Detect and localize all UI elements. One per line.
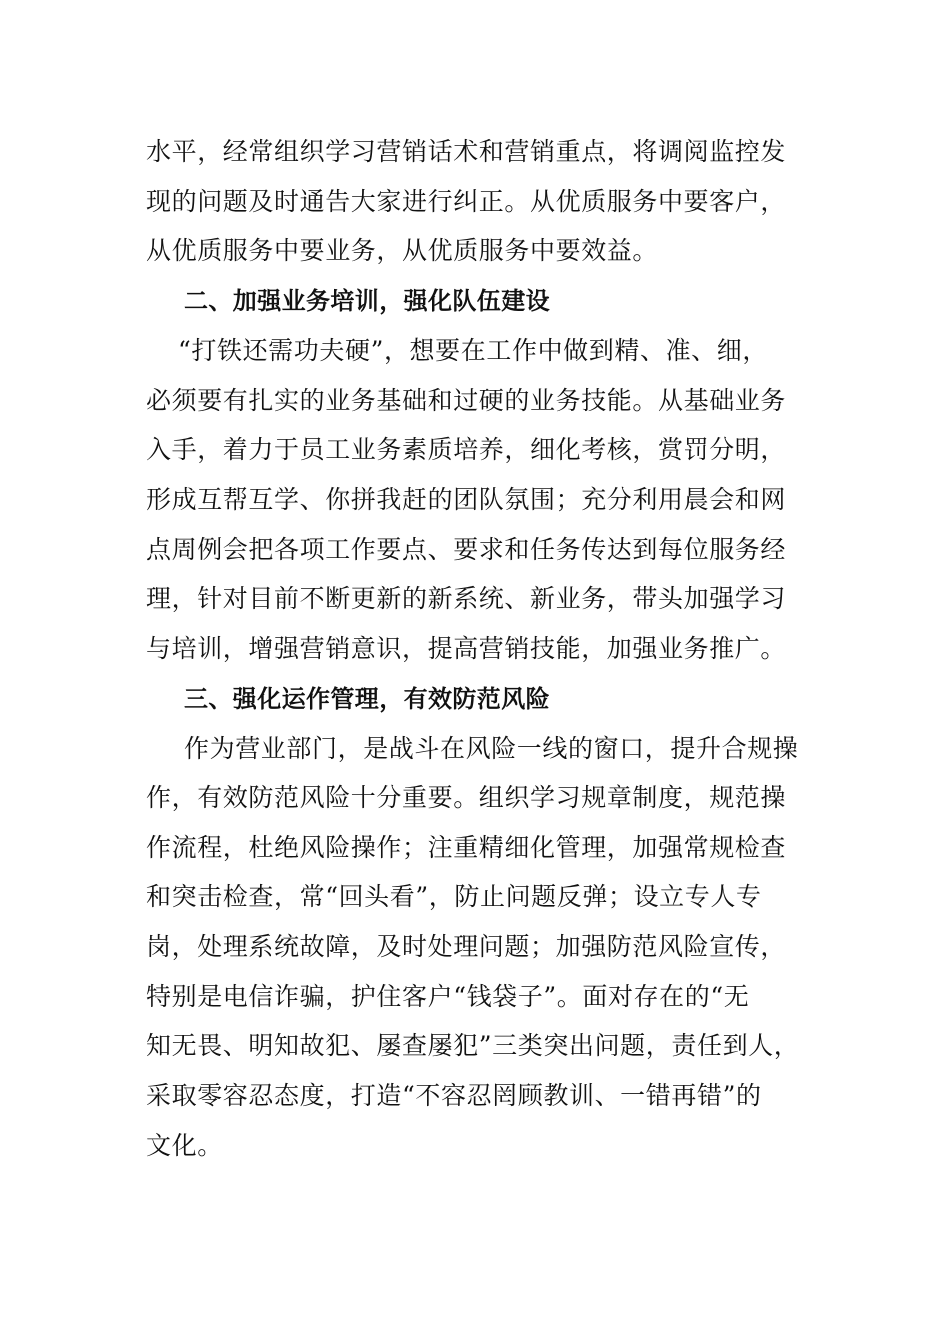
paragraph-line: 知无畏、明知故犯、屡查屡犯”三类突出问题，责任到人，: [146, 1031, 800, 1060]
paragraph-line: 形成互帮互学、你拼我赶的团队氛围；充分利用晨会和网: [146, 485, 787, 514]
paragraph-line: 作为营业部门，是战斗在风险一线的窗口，提升合规操: [184, 734, 799, 763]
paragraph-line: 点周例会把各项工作要点、要求和任务传达到每位服务经: [146, 535, 787, 564]
paragraph-line: 文化。: [146, 1131, 223, 1160]
paragraph-line: 特别是电信诈骗，护住客户“钱袋子”。面对存在的“无: [146, 982, 750, 1011]
paragraph-line: 作，有效防范风险十分重要。组织学习规章制度，规范操: [146, 783, 787, 812]
paragraph-line: 理，针对目前不断更新的新系统、新业务，带头加强学习: [146, 584, 787, 613]
paragraph-line: 水平，经常组织学习营销话术和营销重点，将调阅监控发: [146, 137, 787, 166]
paragraph-line: 采取零容忍态度，打造“不容忍罔顾教训、一错再错”的: [146, 1081, 762, 1110]
paragraph-line: 与培训，增强营销意识，提高营销技能，加强业务推广。: [146, 634, 787, 663]
paragraph-line: 必须要有扎实的业务基础和过硬的业务技能。从基础业务: [146, 386, 787, 415]
paragraph-line: “打铁还需功夫硬”，想要在工作中做到精、准、细，: [178, 336, 768, 365]
paragraph-line: 和突击检查，常“回头看”，防止问题反弹；设立专人专: [146, 882, 762, 911]
paragraph-line: 入手，着力于员工业务素质培养，细化考核，赏罚分明，: [146, 435, 787, 464]
section-heading-3: 三、强化运作管理，有效防范风险: [184, 685, 550, 713]
paragraph-line: 作流程，杜绝风险操作；注重精细化管理，加强常规检查: [146, 833, 787, 862]
paragraph-line: 从优质服务中要业务，从优质服务中要效益。: [146, 236, 659, 265]
paragraph-line: 现的问题及时通告大家进行纠正。从优质服务中要客户，: [146, 187, 787, 216]
paragraph-line: 岗，处理系统故障，及时处理问题；加强防范风险宣传，: [146, 932, 787, 961]
section-heading-2: 二、加强业务培训，强化队伍建设: [184, 287, 550, 315]
